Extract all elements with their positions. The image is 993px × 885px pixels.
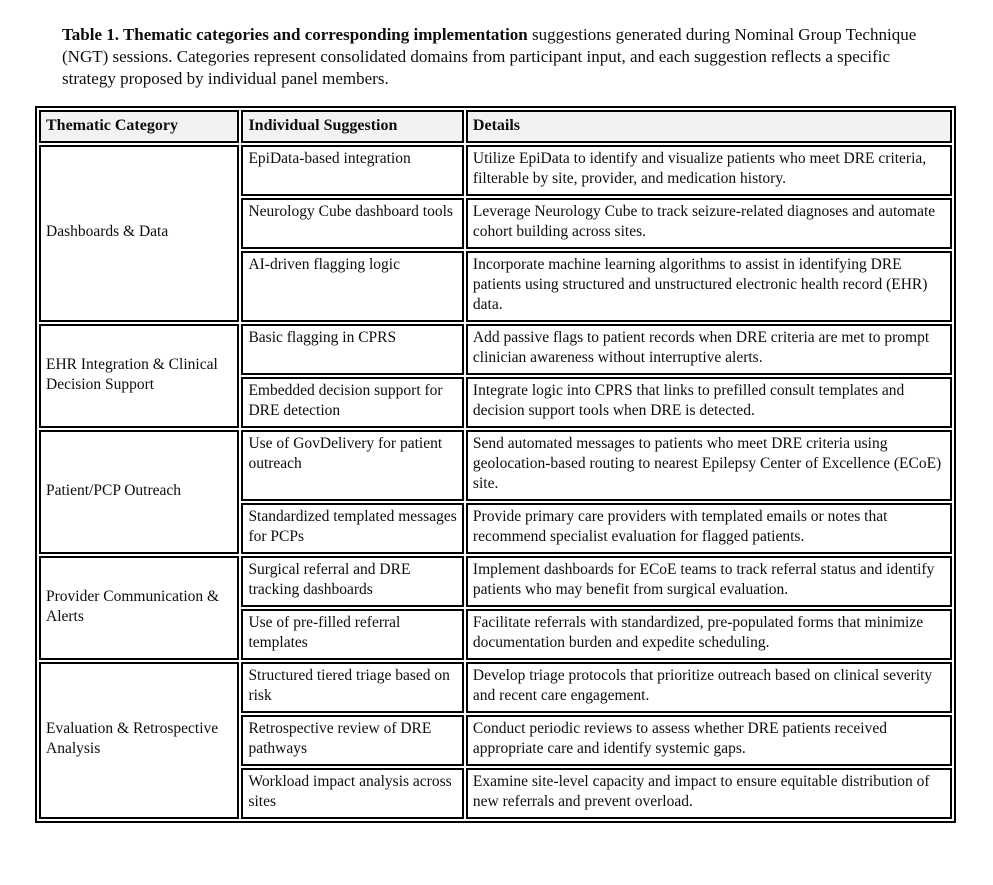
suggestion-cell: Use of pre-filled referral templates (241, 609, 463, 660)
table-row (39, 430, 952, 501)
category-cell-patient-pcp-outreach: Patient/PCP Outreach (39, 430, 239, 554)
table-caption-title: Table 1. Thematic categories and corresponding implementation (62, 25, 528, 44)
suggestion-cell: Standardized templated messages for PCPs (241, 503, 463, 554)
details-cell: Develop triage protocols that prioritize outreach based on clinical severity and recent care engagement. (466, 662, 952, 713)
document-page (0, 24, 993, 885)
table-row (39, 145, 952, 196)
suggestion-cell: Workload impact analysis across sites (241, 768, 463, 819)
header-individual-suggestion: Individual Suggestion (241, 110, 463, 143)
details-cell: Integrate logic into CPRS that links to prefilled consult templates and decision support tools when DRE is detected. (466, 377, 952, 428)
header-row (39, 110, 952, 143)
suggestion-cell: Retrospective review of DRE pathways (241, 715, 463, 766)
suggestion-cell: Use of GovDelivery for patient outreach (241, 430, 463, 501)
table-row (39, 556, 952, 607)
header-details: Details (466, 110, 952, 143)
details-cell: Utilize EpiData to identify and visualize patients who meet DRE criteria, filterable by site, provider, and medication history. (466, 145, 952, 196)
suggestion-cell: AI-driven flagging logic (241, 251, 463, 322)
details-cell: Add passive flags to patient records when DRE criteria are met to prompt clinician awareness without interruptive alerts. (466, 324, 952, 375)
header-thematic-category: Thematic Category (39, 110, 239, 143)
details-cell: Facilitate referrals with standardized, pre-populated forms that minimize documentation burden and expedite scheduling. (466, 609, 952, 660)
details-cell: Send automated messages to patients who meet DRE criteria using geolocation-based routing to nearest Epilepsy Center of Excellence (ECoE) site. (466, 430, 952, 501)
details-cell: Examine site-level capacity and impact to ensure equitable distribution of new referrals and prevent overload. (466, 768, 952, 819)
category-cell-ehr-integration: EHR Integration & Clinical Decision Support (39, 324, 239, 428)
table-caption (62, 24, 923, 90)
suggestion-cell: Embedded decision support for DRE detection (241, 377, 463, 428)
details-cell: Implement dashboards for ECoE teams to track referral status and identify patients who may benefit from surgical evaluation. (466, 556, 952, 607)
category-cell-evaluation-retrospective: Evaluation & Retrospective Analysis (39, 662, 239, 819)
category-cell-dashboards-data: Dashboards & Data (39, 145, 239, 322)
details-cell: Conduct periodic reviews to assess whether DRE patients received appropriate care and identify systemic gaps. (466, 715, 952, 766)
table-caption-text: suggestions generated during Nominal Group Technique (NGT) sessions. Categories represent consolidated domains from participant input, and each suggestion reflects a specific strategy proposed by individual panel members. (62, 25, 917, 88)
suggestion-cell: Basic flagging in CPRS (241, 324, 463, 375)
suggestion-cell: EpiData-based integration (241, 145, 463, 196)
details-cell: Incorporate machine learning algorithms to assist in identifying DRE patients using structured and unstructured electronic health record (EHR) data. (466, 251, 952, 322)
table-row (39, 324, 952, 375)
suggestion-cell: Structured tiered triage based on risk (241, 662, 463, 713)
suggestion-cell: Surgical referral and DRE tracking dashboards (241, 556, 463, 607)
table-row (39, 662, 952, 713)
category-cell-provider-communication: Provider Communication & Alerts (39, 556, 239, 660)
suggestion-cell: Neurology Cube dashboard tools (241, 198, 463, 249)
details-cell: Provide primary care providers with templated emails or notes that recommend specialist evaluation for flagged patients. (466, 503, 952, 554)
table-container (35, 106, 956, 823)
ngt-suggestions-table (35, 106, 956, 823)
details-cell: Leverage Neurology Cube to track seizure-related diagnoses and automate cohort building across sites. (466, 198, 952, 249)
